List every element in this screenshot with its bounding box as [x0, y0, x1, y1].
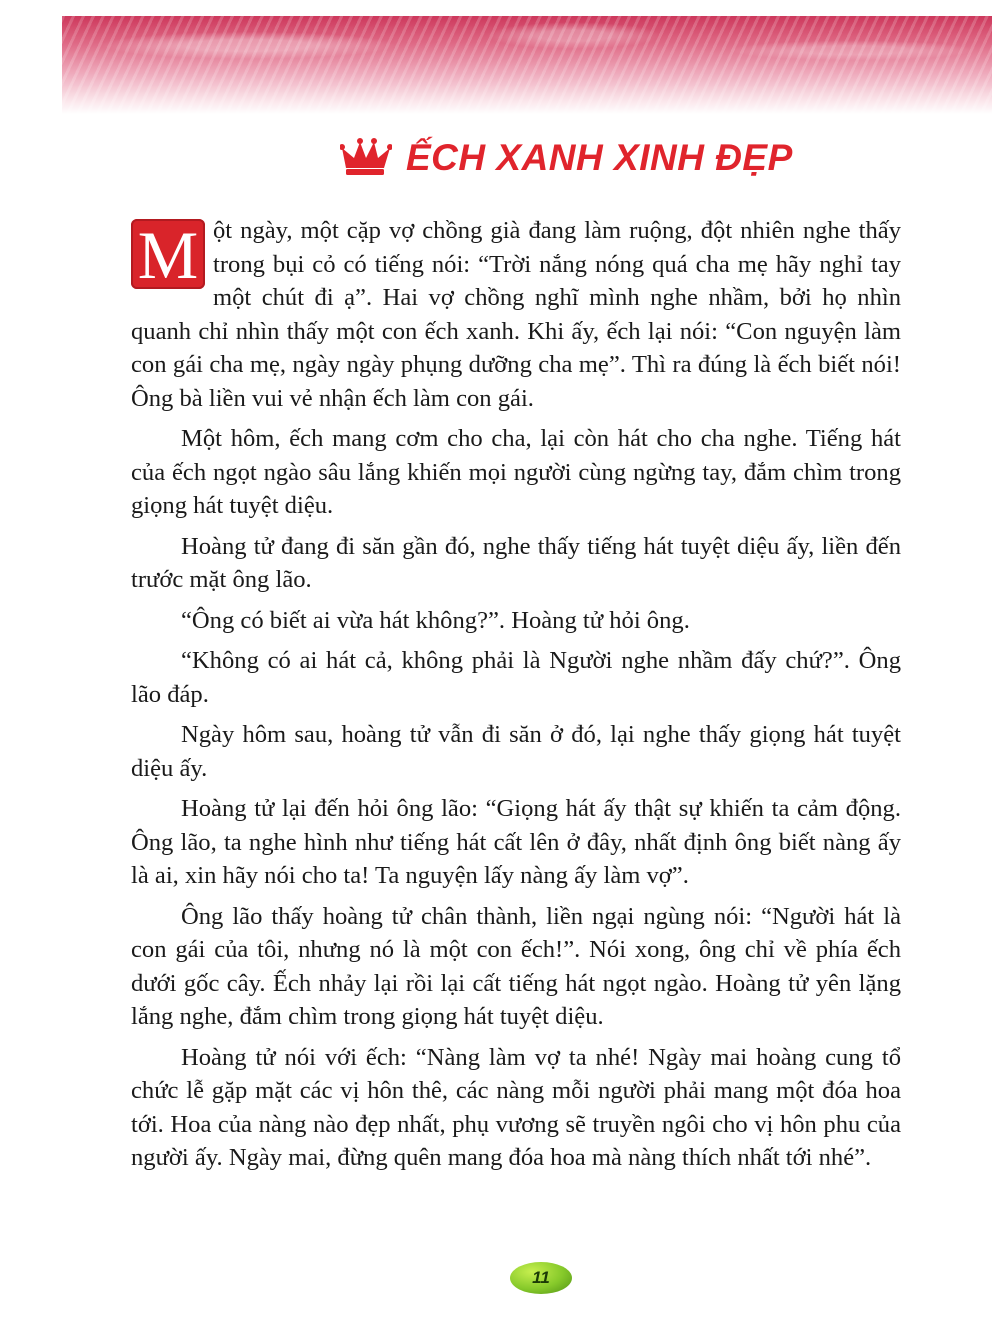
- paragraph-7: Hoàng tử lại đến hỏi ông lão: “Giọng hát ấy thật sự khiến ta cảm động. Ông lão, ta nghe hình như tiếng hát cất lên ở đây, nhất định ông biết nàng ấy là ai, xin hãy nói cho ta! Ta nguyện lấy nàng ấy làm vợ”.: [131, 795, 901, 889]
- page-number-badge: 11: [510, 1262, 572, 1294]
- paragraph-9: Hoàng tử nói với ếch: “Nàng làm vợ ta nhé! Ngày mai hoàng cung tổ chức lễ gặp mặt các vị hôn thê, các nàng mỗi người phải mang một đóa hoa tới. Hoa của nàng nào đẹp nhất, phụ vương sẽ truyền ngôi cho vị hôn phu của người ấy. Ngày mai, đừng quên mang đóa hoa mà nàng thích nhất tới nhé”.: [131, 1043, 901, 1171]
- paragraph-1-text: ột ngày, một cặp vợ chồng già đang làm ruộng, đột nhiên nghe thấy trong bụi cỏ có tiếng nói: “Trời nắng nóng quá cha mẹ hãy nghỉ tay một chút đi ạ”. Hai vợ chồng nghĩ mình nghe nhầm, bởi họ nhìn quanh chỉ nhìn thấy một con ếch xanh. Khi ấy, ếch lại nói: “Con nguyện làm con gái cha mẹ, ngày ngày phụng dưỡng cha mẹ”. Thì ra đúng là ếch biết nói! Ông bà liền vui vẻ nhận ếch làm con gái.: [131, 217, 901, 412]
- paragraph-3: Hoàng tử đang đi săn gần đó, nghe thấy tiếng hát tuyệt diệu ấy, liền đến trước mặt ông lão.: [131, 532, 901, 593]
- paragraph-1: [131, 214, 901, 415]
- header-decoration-band: [62, 16, 992, 114]
- paragraph-2: Một hôm, ếch mang cơm cho cha, lại còn hát cho cha nghe. Tiếng hát của ếch ngọt ngào sâu lắng khiến mọi người cùng ngừng tay, đắm chìm trong giọng hát tuyệt diệu.: [131, 425, 901, 519]
- paragraph-5: “Không có ai hát cả, không phải là Người nghe nhầm đấy chứ?”. Ông lão đáp.: [131, 647, 901, 708]
- page-title: ẾCH XANH XINH ĐẸP: [406, 137, 793, 178]
- crown-icon: [340, 138, 392, 178]
- paragraph-6: Ngày hôm sau, hoàng tử vẫn đi săn ở đó, lại nghe thấy giọng hát tuyệt diệu ấy.: [131, 721, 901, 782]
- title-row: [340, 128, 793, 188]
- drop-cap: M: [131, 219, 205, 289]
- story-body: [131, 214, 901, 1182]
- paragraph-4: “Ông có biết ai vừa hát không?”. Hoàng tử hỏi ông.: [181, 606, 690, 634]
- paragraph-8: Ông lão thấy hoàng tử chân thành, liền ngại ngùng nói: “Người hát là con gái của tôi, nhưng nó là một con ếch!”. Nói xong, ông chỉ về phía ếch dưới gốc cây. Ếch nhảy lại rồi lại cất tiếng hát ngọt ngào. Hoàng tử yên lặng lắng nghe, đắm chìm trong giọng hát tuyệt diệu.: [131, 902, 901, 1030]
